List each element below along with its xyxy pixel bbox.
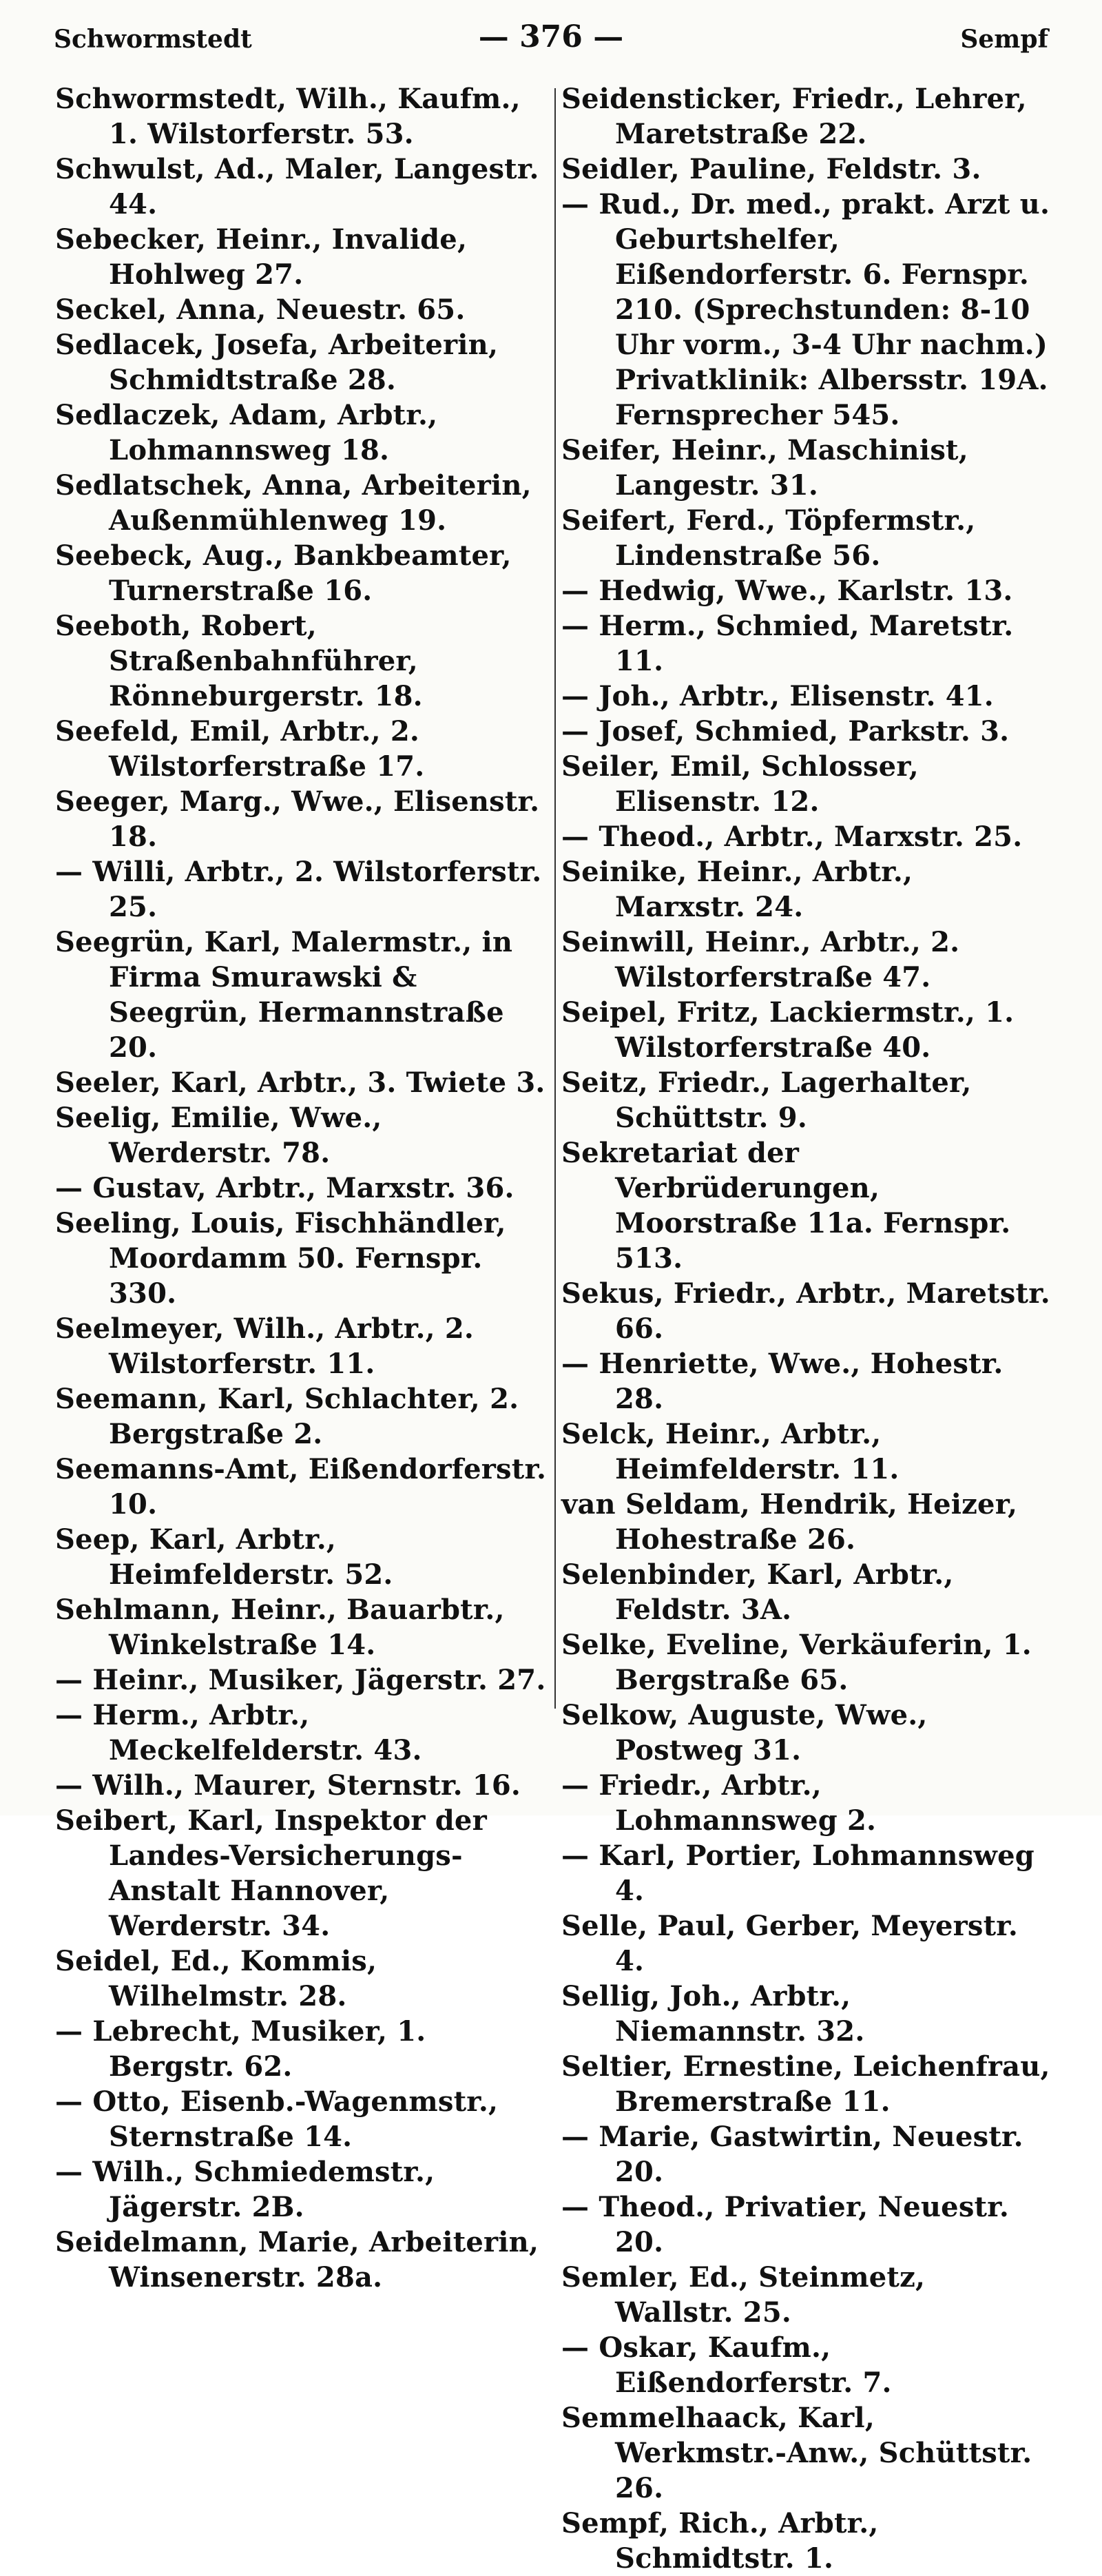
directory-entry: — Herm., Schmied, Maretstr. 11.: [561, 610, 1014, 677]
directory-entry: Selle, Paul, Gerber, Meyerstr. 4.: [561, 1910, 1019, 1977]
directory-entry: Seidensticker, Friedr., Lehrer, Maretstraße 22.: [561, 83, 1027, 150]
directory-entry: — Otto, Eisenb.-Wagenmstr., Sternstraße 14.: [55, 2085, 499, 2153]
column-divider: [554, 88, 556, 1709]
directory-entry: Seelig, Emilie, Wwe., Werderstr. 78.: [55, 1102, 382, 1169]
directory-entry: Seifert, Ferd., Töpfermstr., Lindenstraße 56.: [561, 504, 976, 572]
directory-entry: — Henriette, Wwe., Hohestr. 28.: [561, 1348, 1004, 1415]
directory-entry: Seemann, Karl, Schlachter, 2. Bergstraße 2.: [55, 1383, 519, 1450]
directory-entry: — Josef, Schmied, Parkstr. 3.: [561, 715, 1010, 748]
directory-entry: Seitz, Friedr., Lagerhalter, Schüttstr. 9.: [561, 1067, 972, 1134]
directory-entry: — Hedwig, Wwe., Karlstr. 13.: [561, 575, 1013, 607]
directory-entry: Selke, Eveline, Verkäuferin, 1. Bergstraße 65.: [561, 1629, 1032, 1696]
directory-entry: Seegrün, Karl, Malermstr., in Firma Smurawski & Seegrün, Hermannstraße 20.: [55, 926, 513, 1064]
directory-entry: Seeger, Marg., Wwe., Elisenstr. 18.: [55, 785, 540, 853]
directory-entry: Sedlaczek, Adam, Arbtr., Lohmannsweg 18.: [55, 399, 438, 466]
directory-entry: Sekus, Friedr., Arbtr., Maretstr. 66.: [561, 1277, 1050, 1345]
directory-entry: Seckel, Anna, Neuestr. 65.: [55, 293, 466, 326]
directory-entry: Sellig, Joh., Arbtr., Niemannstr. 32.: [561, 1980, 865, 2048]
page-number: — 376 —: [478, 19, 624, 54]
directory-entry: Seltier, Ernestine, Leichenfrau, Bremerstraße 11.: [561, 2050, 1050, 2118]
directory-entry: — Theod., Arbtr., Marxstr. 25.: [561, 821, 1023, 853]
directory-entry: Sedlacek, Josefa, Arbeiterin, Schmidtstraße 28.: [55, 329, 499, 396]
right-column: [561, 81, 1052, 2576]
directory-entry: Seibert, Karl, Inspektor der Landes-Versicherungs-Anstalt Hannover, Werderstr. 34.: [55, 1804, 487, 1942]
directory-entry: Seipel, Fritz, Lackiermstr., 1. Wilstorferstraße 40.: [561, 996, 1015, 1064]
directory-entry: — Wilh., Maurer, Sternstr. 16.: [55, 1769, 521, 1802]
directory-entry: Seinwill, Heinr., Arbtr., 2. Wilstorferstraße 47.: [561, 926, 960, 993]
directory-entry: Seidelmann, Marie, Arbeiterin, Winsenerstr. 28a.: [55, 2226, 539, 2294]
directory-entry: — Willi, Arbtr., 2. Wilstorferstr. 25.: [55, 856, 542, 923]
directory-entry: Semler, Ed., Steinmetz, Wallstr. 25.: [561, 2261, 926, 2329]
directory-entry: Sebecker, Heinr., Invalide, Hohlweg 27.: [55, 223, 468, 291]
directory-entry: Schwormstedt, Wilh., Kaufm., 1. Wilstorferstr. 53.: [55, 83, 521, 150]
directory-entry: Seidler, Pauline, Feldstr. 3.: [561, 153, 981, 185]
directory-entry: — Herm., Arbtr., Meckelfelderstr. 43.: [55, 1699, 422, 1766]
directory-entry: — Theod., Privatier, Neuestr. 20.: [561, 2191, 1009, 2258]
directory-entry: — Joh., Arbtr., Elisenstr. 41.: [561, 680, 994, 712]
directory-entry: — Karl, Portier, Lohmannsweg 4.: [561, 1840, 1035, 1907]
directory-entry: Seep, Karl, Arbtr., Heimfelderstr. 52.: [55, 1523, 393, 1591]
directory-entry: Seifer, Heinr., Maschinist, Langestr. 31.: [561, 434, 968, 502]
directory-entry: — Friedr., Arbtr., Lohmannsweg 2.: [561, 1769, 877, 1837]
directory-entry: van Seldam, Hendrik, Heizer, Hohestraße 26.: [561, 1488, 1018, 1556]
directory-entry: Seebeck, Aug., Bankbeamter, Turnerstraße 16.: [55, 539, 512, 607]
directory-entry: — Heinr., Musiker, Jägerstr. 27.: [55, 1664, 546, 1696]
header-last-entry: Sempf: [960, 25, 1048, 54]
directory-entry: — Wilh., Schmiedemstr., Jägerstr. 2B.: [55, 2156, 435, 2223]
directory-entry: Selkow, Auguste, Wwe., Postweg 31.: [561, 1699, 928, 1766]
directory-entry: Sedlatschek, Anna, Arbeiterin, Außenmühlenweg 19.: [55, 469, 532, 537]
directory-entry: Seiler, Emil, Schlosser, Elisenstr. 12.: [561, 750, 919, 818]
directory-entry: Sekretariat der Verbrüderungen, Moorstraße 11a. Fernspr. 513.: [561, 1137, 1011, 1275]
directory-entry: Seidel, Ed., Kommis, Wilhelmstr. 28.: [55, 1945, 377, 2012]
directory-entry: Seeling, Louis, Fischhändler, Moordamm 50. Fernspr. 330.: [55, 1207, 506, 1310]
directory-entry: — Marie, Gastwirtin, Neuestr. 20.: [561, 2121, 1023, 2188]
left-column: [55, 81, 551, 2295]
directory-entry: Sehlmann, Heinr., Bauarbtr., Winkelstraße 14.: [55, 1594, 505, 1661]
directory-entry: Seelmeyer, Wilh., Arbtr., 2. Wilstorferstr. 11.: [55, 1312, 475, 1380]
directory-entry: Seefeld, Emil, Arbtr., 2. Wilstorferstraße 17.: [55, 715, 425, 783]
directory-entry: — Oskar, Kaufm., Eißendorferstr. 7.: [561, 2331, 892, 2399]
directory-entry: Seemanns-Amt, Eißendorferstr. 10.: [55, 1453, 547, 1521]
directory-entry: — Rud., Dr. med., prakt. Arzt u. Geburtshelfer, Eißendorferstr. 6. Fernspr. 210. (Sprechstunden: 8-10 Uhr vorm., 3-4 Uhr nachm.) Privatklinik: Albersstr. 19A. Fernsprecher 545.: [561, 188, 1050, 431]
directory-entry: — Gustav, Arbtr., Marxstr. 36.: [55, 1172, 514, 1204]
directory-entry: — Lebrecht, Musiker, 1. Bergstr. 62.: [55, 2015, 426, 2083]
directory-entry: Seeboth, Robert, Straßenbahnführer, Rönneburgerstr. 18.: [55, 610, 423, 712]
header-first-entry: Schwormstedt: [54, 25, 252, 54]
directory-entry: Semmelhaack, Karl, Werkmstr.-Anw., Schüttstr. 26.: [561, 2402, 1032, 2504]
directory-entry: Selck, Heinr., Arbtr., Heimfelderstr. 11.: [561, 1418, 900, 1485]
directory-entry: Seeler, Karl, Arbtr., 3. Twiete 3.: [55, 1067, 545, 1099]
directory-entry: Schwulst, Ad., Maler, Langestr. 44.: [55, 153, 539, 220]
directory-entry: Seinike, Heinr., Arbtr., Marxstr. 24.: [561, 856, 913, 923]
directory-entry: Selenbinder, Karl, Arbtr., Feldstr. 3A.: [561, 1558, 954, 1626]
page-header: [54, 19, 1048, 61]
directory-entry: Sempf, Rich., Arbtr., Schmidtstr. 1.: [561, 2507, 879, 2575]
